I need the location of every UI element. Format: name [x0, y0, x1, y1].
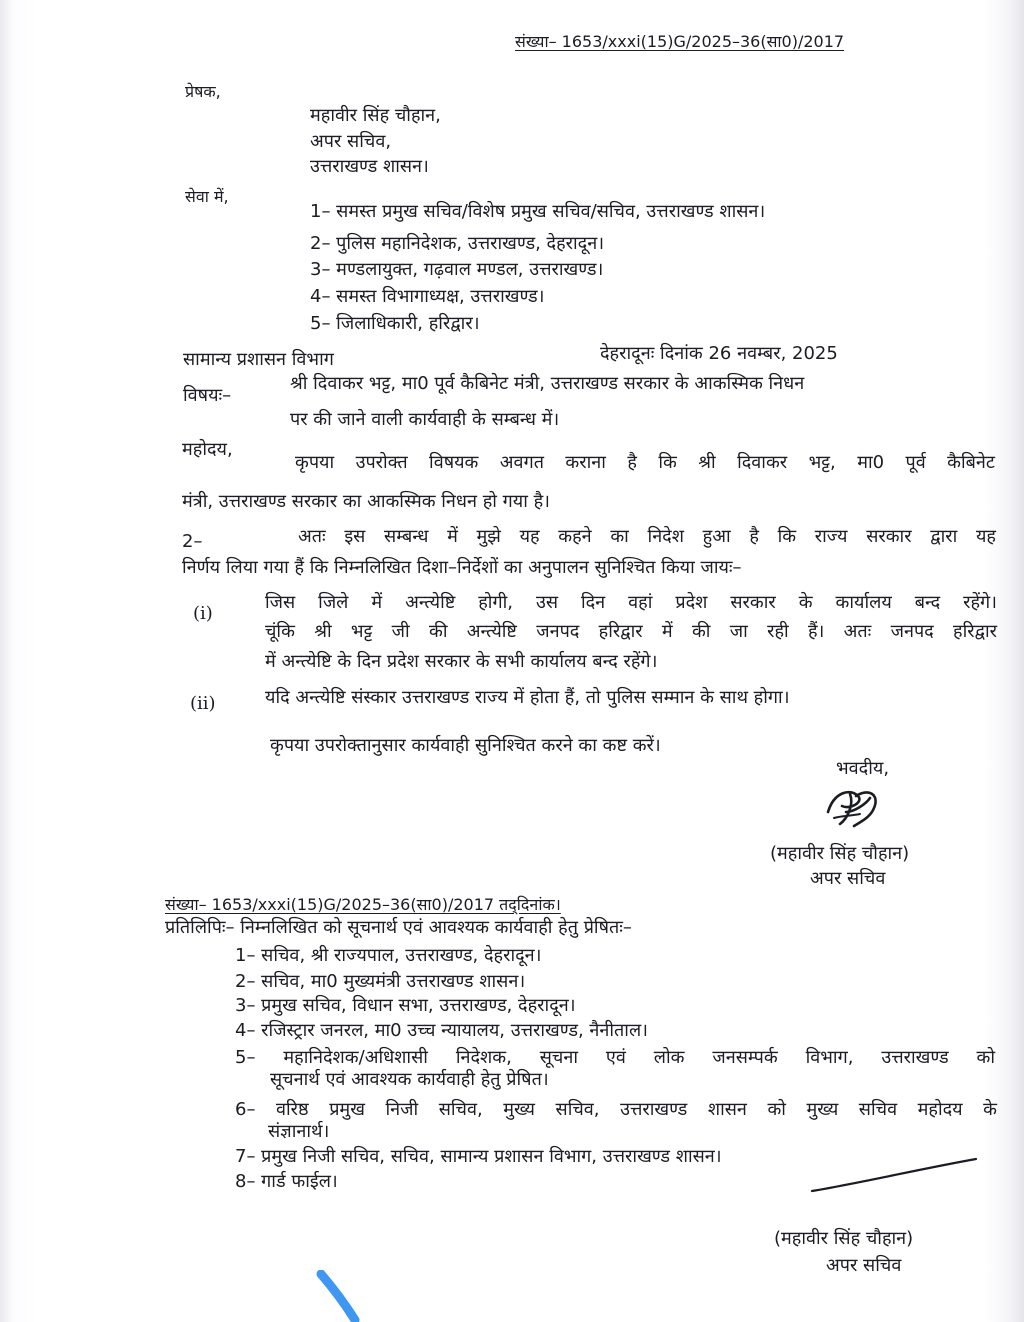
blue-pen-mark — [315, 1270, 365, 1322]
sender-office: उत्तराखण्ड शासन। — [310, 156, 429, 177]
sender-label: प्रेषक, — [185, 82, 221, 101]
directive-line: चूंकि श्री भट्ट जी की अन्त्येष्टि जनपद हरिद्वार में की जा रही हैं। अतः जनपद हरिद्वार — [265, 621, 997, 642]
copy-item: 2– सचिव, मा0 मुख्यमंत्री उत्तराखण्ड शासन। — [235, 971, 526, 992]
directive-line: यदि अन्त्येष्टि संस्कार उत्तराखण्ड राज्य में होता हैं, तो पुलिस सम्मान के साथ होगा। — [265, 687, 790, 708]
recipient-item: 1– समस्त प्रमुख सचिव/विशेष प्रमुख सचिव/सचिव, उत्तराखण्ड शासन। — [310, 201, 766, 222]
copy-intro: प्रतिलिपिः– निम्नलिखित को सूचनार्थ एवं आवश्यक कार्यवाही हेतु प्रेषितः– — [165, 917, 632, 938]
reference-number: संख्या– 1653/xxxi(15)G/2025–36(सा0)/2017 — [515, 32, 845, 51]
recipient-item: 2– पुलिस महानिदेशक, उत्तराखण्ड, देहरादून। — [310, 233, 605, 254]
recipient-item: 5– जिलाधिकारी, हरिद्वार। — [310, 313, 480, 334]
signatory-name: (महावीर सिंह चौहान) — [774, 1228, 914, 1249]
signatory-designation: अपर सचिव — [826, 1255, 902, 1276]
recipient-item: 4– समस्त विभागाध्यक्ष, उत्तराखण्ड। — [310, 286, 545, 307]
paragraph-number: 2– — [182, 531, 203, 552]
subject-label: विषयः– — [183, 385, 232, 406]
directive-line: में अन्त्येष्टि के दिन प्रदेश सरकार के सभी कार्यालय बन्द रहेंगे। — [265, 651, 658, 672]
sender-designation: अपर सचिव, — [310, 131, 392, 152]
valediction: भवदीय, — [836, 758, 890, 779]
salutation: महोदय, — [182, 439, 233, 460]
copy-item: 1– सचिव, श्री राज्यपाल, उत्तराखण्ड, देहरादून। — [235, 945, 542, 966]
copy-item: 4– रजिस्ट्रार जनरल, मा0 उच्च न्यायालय, उत्तराखण्ड, नैनीताल। — [235, 1020, 648, 1041]
department: सामान्य प्रशासन विभाग — [183, 349, 334, 370]
signatory-designation: अपर सचिव — [810, 868, 886, 889]
signatory-name: (महावीर सिंह चौहान) — [770, 843, 910, 864]
copy-reference-line: संख्या– 1653/xxxi(15)G/2025–36(सा0)/2017 तद्‌दिनांक। — [165, 895, 561, 914]
copy-item: 6– वरिष्ठ प्रमुख निजी सचिव, मुख्य सचिव, उत्तराखण्ड शासन को मुख्य सचिव महोदय के — [235, 1099, 997, 1120]
copy-item-continuation: संज्ञानार्थ। — [268, 1121, 330, 1142]
directive-marker: (ii) — [190, 693, 216, 714]
recipients-label: सेवा में, — [185, 187, 229, 206]
copy-item: 8– गार्ड फाईल। — [235, 1171, 338, 1192]
copy-item: 3– प्रमुख सचिव, विधान सभा, उत्तराखण्ड, देहरादून। — [235, 995, 576, 1016]
paragraph-line: अतः इस सम्बन्ध में मुझे यह कहने का निदेश हुआ है कि राज्य सरकार द्वारा यह — [298, 526, 996, 547]
closing-request: कृपया उपरोक्तानुसार कार्यवाही सुनिश्चित करने का कष्ट करें। — [270, 735, 661, 756]
copy-item-continuation: सूचनार्थ एवं आवश्यक कार्यवाही हेतु प्रेषित। — [270, 1069, 549, 1090]
paragraph-line: निर्णय लिया गया हैं कि निम्नलिखित दिशा–निर्देशों का अनुपालन सुनिश्चित किया जायः– — [182, 557, 742, 578]
paragraph-line: मंत्री, उत्तराखण्ड सरकार का आकस्मिक निधन हो गया है। — [182, 491, 550, 512]
place-date: देहरादूनः दिनांक 26 नवम्बर, 2025 — [600, 343, 838, 364]
copy-item: 7– प्रमुख निजी सचिव, सचिव, सामान्य प्रशासन विभाग, उत्तराखण्ड शासन। — [235, 1146, 722, 1167]
signature-line-stroke — [810, 1155, 980, 1195]
recipient-item: 3– मण्डलायुक्त, गढ़वाल मण्डल, उत्तराखण्ड। — [310, 259, 604, 280]
directive-marker: (i) — [193, 603, 213, 624]
paragraph-line: कृपया उपरोक्त विषयक अवगत कराना है कि श्री दिवाकर भट्ट, मा0 पूर्व कैबिनेट — [295, 452, 995, 473]
sender-name: महावीर सिंह चौहान, — [310, 105, 441, 126]
subject-line: श्री दिवाकर भट्ट, मा0 पूर्व कैबिनेट मंत्री, उत्तराखण्ड सरकार के आकस्मिक निधन — [290, 373, 805, 394]
subject-line: पर की जाने वाली कार्यवाही के सम्बन्ध में। — [290, 409, 560, 430]
copy-item: 5– महानिदेशक/अधिशासी निदेशक, सूचना एवं लोक जनसम्पर्क विभाग, उत्तराखण्ड को — [235, 1047, 995, 1068]
directive-line: जिस जिले में अन्त्येष्टि होगी, उस दिन वहां प्रदेश सरकार के कार्यालय बन्द रहेंगे। — [265, 592, 997, 613]
